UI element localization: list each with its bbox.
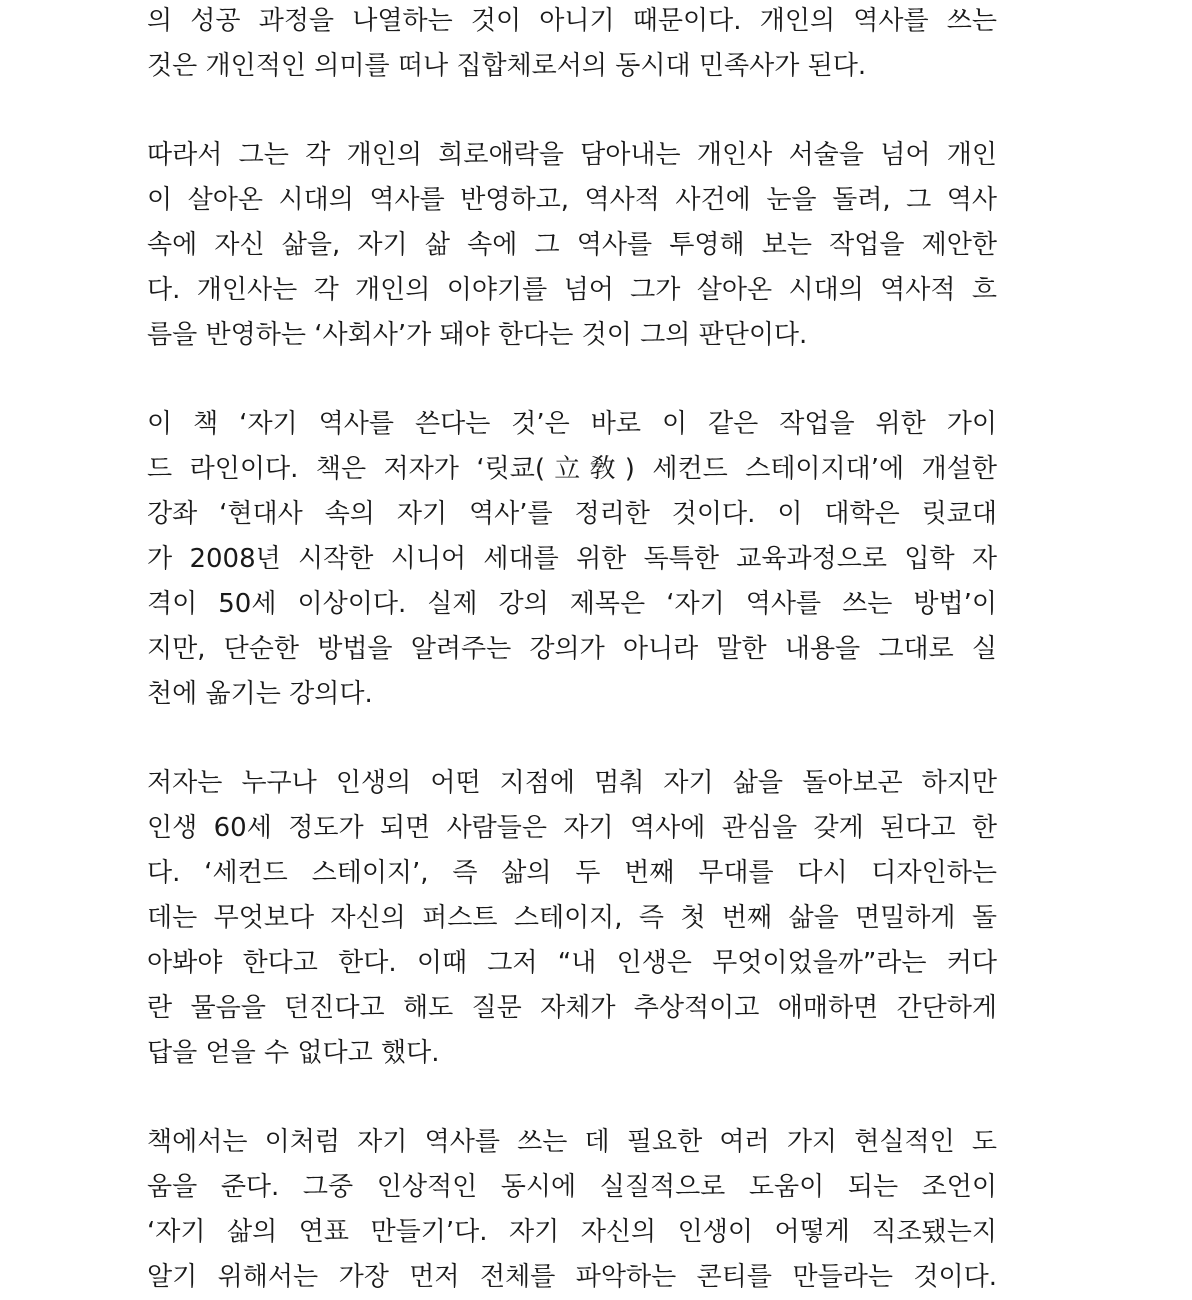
text-line: 의 성공 과정을 나열하는 것이 아니기 때문이다. 개인의 역사를 쓰는: [147, 6, 997, 36]
text-line: 이 살아온 시대의 역사를 반영하고, 역사적 사건에 눈을 돌려, 그 역사: [147, 185, 997, 215]
text-line: 데는 무엇보다 자신의 퍼스트 스테이지, 즉 첫 번째 삶을 면밀하게 돌: [147, 903, 997, 933]
text-line: ‘자기 삶의 연표 만들기’다. 자기 자신의 인생이 어떻게 직조됐는지: [147, 1217, 997, 1247]
text-line: 아봐야 한다고 한다. 이때 그저 “내 인생은 무엇이었을까”라는 커다: [147, 948, 997, 978]
text-line: 속에 자신 삶을, 자기 삶 속에 그 역사를 투영해 보는 작업을 제안한: [147, 230, 997, 260]
text-line: 알기 위해서는 가장 먼저 전체를 파악하는 콘티를 만들라는 것이다.: [147, 1262, 997, 1292]
text-line: 이 책 ‘자기 역사를 쓴다는 것’은 바로 이 같은 작업을 위한 가이: [147, 409, 997, 439]
text-line: 저자는 누구나 인생의 어떤 지점에 멈춰 자기 삶을 돌아보곤 하지만: [147, 768, 997, 798]
paragraph-3: [147, 402, 997, 717]
text-line: 격이 50세 이상이다. 실제 강의 제목은 ‘자기 역사를 쓰는 방법’이: [147, 589, 997, 619]
text-line: 답을 얻을 수 없다고 했다.: [147, 1038, 440, 1068]
text-line: 움을 준다. 그중 인상적인 동시에 실질적으로 도움이 되는 조언이: [147, 1172, 997, 1202]
paragraph-gap: [147, 717, 997, 761]
paragraph-5: [147, 1120, 997, 1300]
text-line: 름을 반영하는 ‘사회사’가 돼야 한다는 것이 그의 판단이다.: [147, 320, 808, 350]
text-line: 다. 개인사는 각 개인의 이야기를 넘어 그가 살아온 시대의 역사적 흐: [147, 275, 997, 305]
text-line: 다. ‘세컨드 스테이지’, 즉 삶의 두 번째 무대를 다시 디자인하는: [147, 858, 997, 888]
paragraph-gap: [147, 1076, 997, 1120]
paragraph-4: [147, 761, 997, 1076]
paragraph-gap: [147, 358, 997, 402]
text-line: 책에서는 이처럼 자기 역사를 쓰는 데 필요한 여러 가지 현실적인 도: [147, 1127, 997, 1157]
text-line: 란 물음을 던진다고 해도 질문 자체가 추상적이고 애매하면 간단하게: [147, 993, 997, 1023]
text-line: 따라서 그는 각 개인의 희로애락을 담아내는 개인사 서술을 넘어 개인: [147, 140, 997, 170]
article-body: [147, 0, 997, 1300]
paragraph-gap: [147, 89, 997, 133]
text-line: 천에 옮기는 강의다.: [147, 679, 373, 709]
text-line: 지만, 단순한 방법을 알려주는 강의가 아니라 말한 내용을 그대로 실: [147, 634, 997, 664]
paragraph-1: [147, 0, 997, 89]
paragraph-2: [147, 133, 997, 358]
text-line: 인생 60세 정도가 되면 사람들은 자기 역사에 관심을 갖게 된다고 한: [147, 813, 997, 843]
text-line: 드 라인이다. 책은 저자가 ‘릿쿄(立敎) 세컨드 스테이지대’에 개설한: [147, 454, 997, 484]
text-line: 것은 개인적인 의미를 떠나 집합체로서의 동시대 민족사가 된다.: [147, 51, 867, 81]
text-line: 가 2008년 시작한 시니어 세대를 위한 독특한 교육과정으로 입학 자: [147, 544, 997, 574]
text-line: 강좌 ‘현대사 속의 자기 역사’를 정리한 것이다. 이 대학은 릿쿄대: [147, 499, 997, 529]
